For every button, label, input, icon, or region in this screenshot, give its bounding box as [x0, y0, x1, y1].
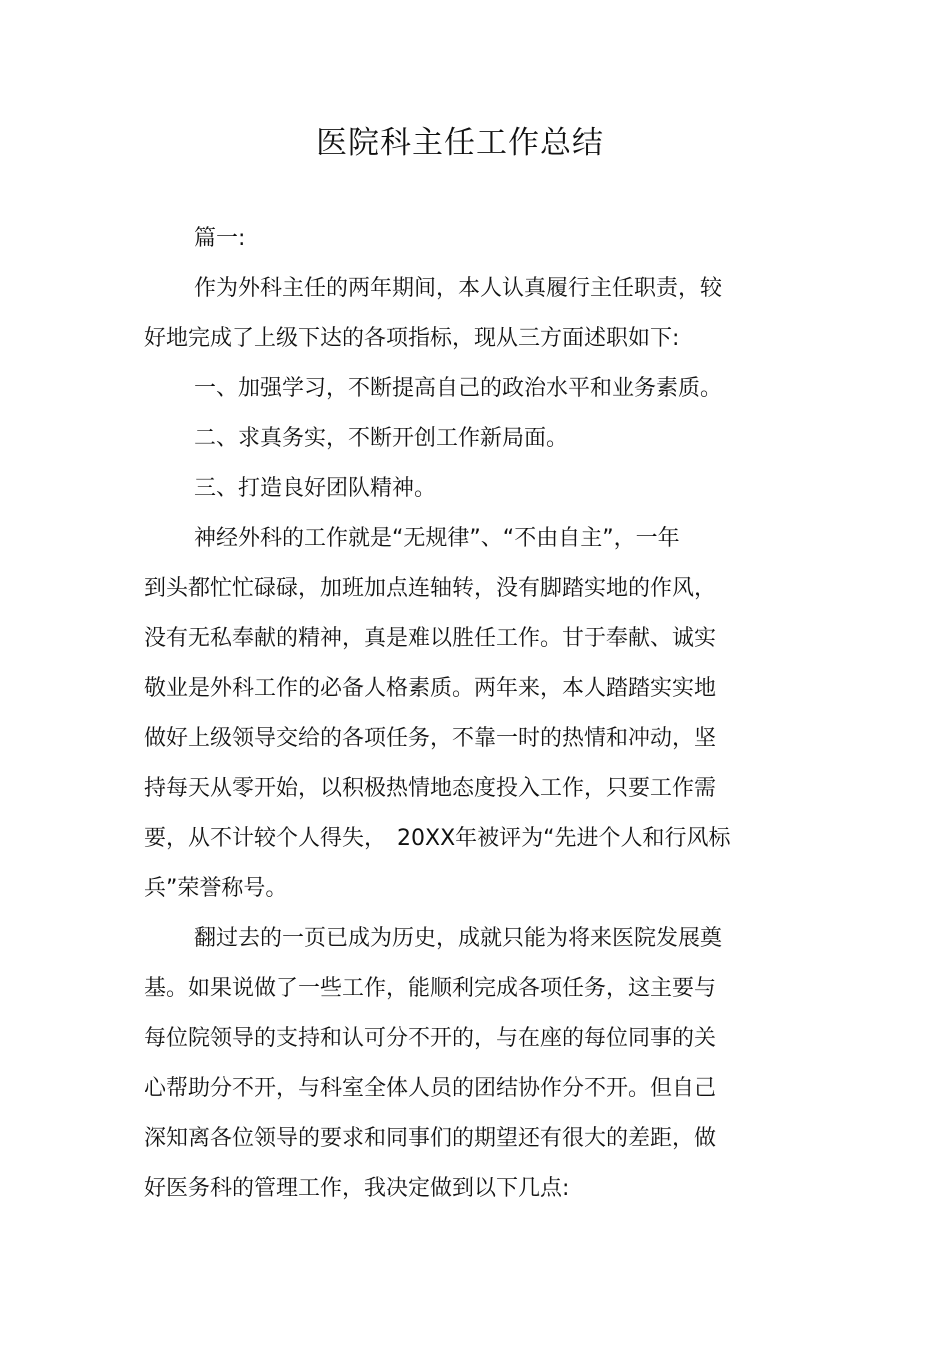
text-line: 每位院领导的支持和认可分不开的，与在座的每位同事的关 [144, 1026, 717, 1051]
text-line: 做好上级领导交给的各项任务，不靠一时的热情和冲动，坚 [144, 726, 717, 751]
text-line: 持每天从零开始，以积极热情地态度投入工作，只要工作需 [144, 776, 717, 801]
text-line: 神经外科的工作就是“无规律”、“不由自主”，一年 [194, 526, 680, 551]
text-line: 翻过去的一页已成为历史，成就只能为将来医院发展奠 [194, 926, 723, 951]
text-line: 好地完成了上级下达的各项指标，现从三方面述职如下: [144, 326, 680, 351]
text-line: 基。如果说做了一些工作，能顺利完成各项任务，这主要与 [144, 976, 717, 1001]
text-line: 二、求真务实，不断开创工作新局面。 [194, 426, 569, 451]
text-line: 心帮助分不开，与科室全体人员的团结协作分不开。但自己 [144, 1076, 717, 1101]
text-line: 到头都忙忙碌碌，加班加点连轴转，没有脚踏实地的作风， [144, 576, 717, 601]
text-line: 三、打造良好团队精神。 [194, 476, 437, 501]
text-line: 要，从不计较个人得失， 20XX年被评为“先进个人和行风标 [144, 826, 731, 851]
text-line: 作为外科主任的两年期间，本人认真履行主任职责，较 [194, 276, 723, 301]
text-line: 兵”荣誉称号。 [144, 876, 288, 901]
text-line: 深知离各位领导的要求和同事们的期望还有很大的差距，做 [144, 1126, 717, 1151]
text-line: 没有无私奉献的精神，真是难以胜任工作。甘于奉献、诚实 [144, 626, 717, 651]
text-line: 篇一: [194, 226, 246, 251]
text-line: 敬业是外科工作的必备人格素质。两年来，本人踏踏实实地 [144, 676, 717, 701]
text-line: 一、加强学习，不断提高自己的政治水平和业务素质。 [194, 376, 723, 401]
document-title: 医院科主任工作总结 [316, 125, 604, 161]
text-line: 好医务科的管理工作，我决定做到以下几点: [144, 1176, 570, 1201]
